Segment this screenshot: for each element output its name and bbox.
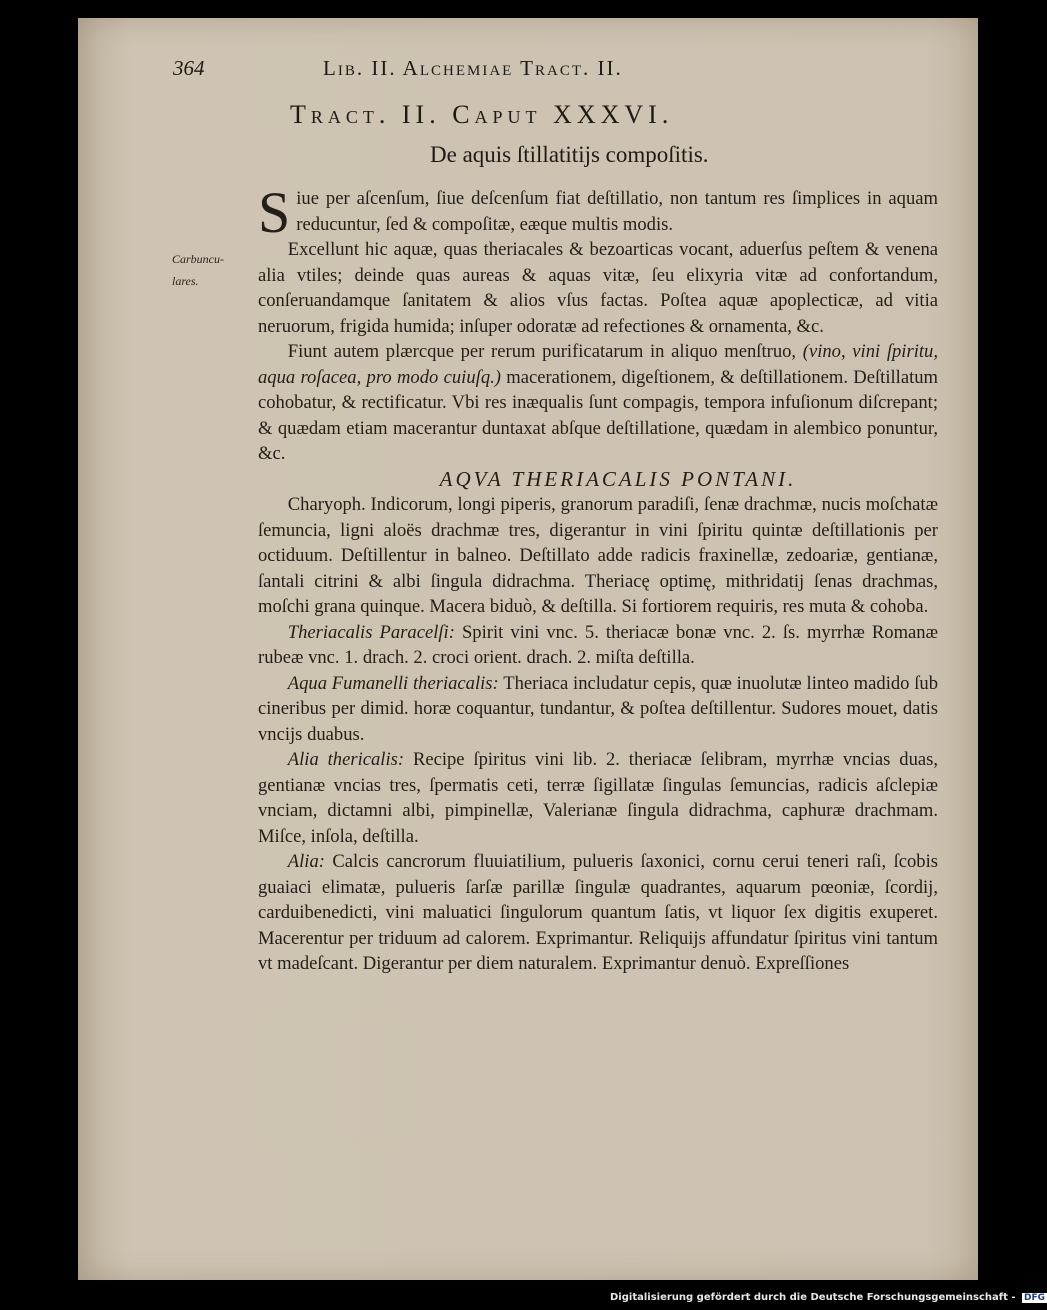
paragraph-7: Alia thericalis: Recipe ſpiritus vini lib. 2. theriacæ ſelibram, myrrhæ vncias duas, gentianæ vncias tres, ſpermatis ceti, terræ ſigillatæ ſingulas ſemuncias, radicis aſclepiæ vnciam, dictamni albi, pimpinellæ, Valerianæ ſingula didrachma, caphuræ drachmam. Miſce, inſola, deſtilla. <box>258 749 938 847</box>
chapter-subtitle: De aquis ſtillatitijs compoſitis. <box>430 142 709 167</box>
margin-note: Carbuncu-lares. <box>172 252 224 288</box>
section-heading: AQVA THERIACALIS PONTANI. <box>439 466 797 491</box>
paragraph-1: Siue per aſcenſum, ſiue deſcenſum fiat deſtillatio, non tantum res ſimplices in aquam reducuntur, ſed & compoſitæ, eæque multis modis. <box>258 180 938 245</box>
paragraph-6: Aqua Fumanelli theriacalis: Theriaca includatur cepis, quæ inuolutæ linteo madido ſub cineribus per dimid. horæ coquantur, tundantur, & poſtea deſtillentur. Sudores mouet, datis vncijs duabus. <box>258 672 939 745</box>
paragraph-5: Theriacalis Paracelſi: Spirit vini vnc. 5. theriacæ bonæ vnc. 2. ſs. myrrhæ Romanæ rubeæ vnc. 1. drach. 2. croci orient. drach. 2. miſta deſtilla. <box>258 621 938 668</box>
paragraph-2: Excellunt hic aquæ, quas theriacales & bezoarticas vocant, aduerſus peſtem & venena alia vtiles; deinde quas aureas & aquas vitæ, ſeu elixyria vitæ ad confortandum, conſeruandamque ſanitatem & alios vſus factas. Poſtea aquæ apoplecticæ, ad vitia neruorum, frigida humida; inſuper odoratæ ad refectiones & ornamenta, &c. <box>258 239 938 337</box>
dfg-logo: DFG <box>1024 1293 1046 1303</box>
page-number: 364 <box>173 56 205 80</box>
paragraph-3: Fiunt autem plærcque per rerum purificatarum in aliquo menſtruo, (vino, vini ſpiritu, aqua roſacea, pro modo cuiuſq.) macerationem, digeſtionem, & deſtillationem. Deſtillatum cohobatur, & rectificatur. Vbi res inæqualis ſunt compagis, tempora infuſionum diſcrepant; & quædam etiam macerantur duntaxat abſque deſtillatione, quædam in alembico ponuntur, &c. <box>258 341 938 464</box>
drop-cap: S <box>258 180 291 245</box>
body-text <box>258 180 939 977</box>
paragraph-4: Charyoph. Indicorum, longi piperis, granorum paradiſi, ſenæ drachmæ, nucis moſchatæ ſemuncia, ligni aloës drachmæ tres, digerantur in vini ſpiritu quintæ deſtillationis per octiduum. Deſtillentur in balneo. Deſtillato adde radicis fraxinellæ, zedoariæ, gentianæ, ſantali citrini & albi ſingula didrachma. Theriacę optimę, mithridatij ſenas drachmas, moſchi grana quinque. Macera biduò, & deſtilla. Si fortiorem requiris, res muta & cohoba. <box>258 494 938 617</box>
footer-text: Digitalisierung gefördert durch die Deutsche Forschungsgemeinschaft - <box>610 1292 1016 1303</box>
running-title: Lib. II. Alchemiae Tract. II. <box>323 56 623 80</box>
paragraph-8: Alia: Calcis cancrorum fluuiatilium, pulueris ſaxonici, cornu cerui teneri raſi, ſcobis guaiaci elimatæ, pulueris ſarſæ parillæ ſingulæ quadrantes, aquarum pœoniæ, ſcordij, carduibenedicti, vini maluatici ſingulorum quantum ſatis, vt liquor ſex digitis exuperet. Macerentur per triduum ad calorem. Exprimantur. Reliquijs affundatur ſpiritus vini tantum vt madeſcant. Digerantur per diem naturalem. Exprimantur denuò. Expreſſiones <box>258 851 938 974</box>
chapter-title: Tract. II. Caput XXXVI. <box>290 100 674 129</box>
digitization-footer <box>610 1292 1047 1303</box>
